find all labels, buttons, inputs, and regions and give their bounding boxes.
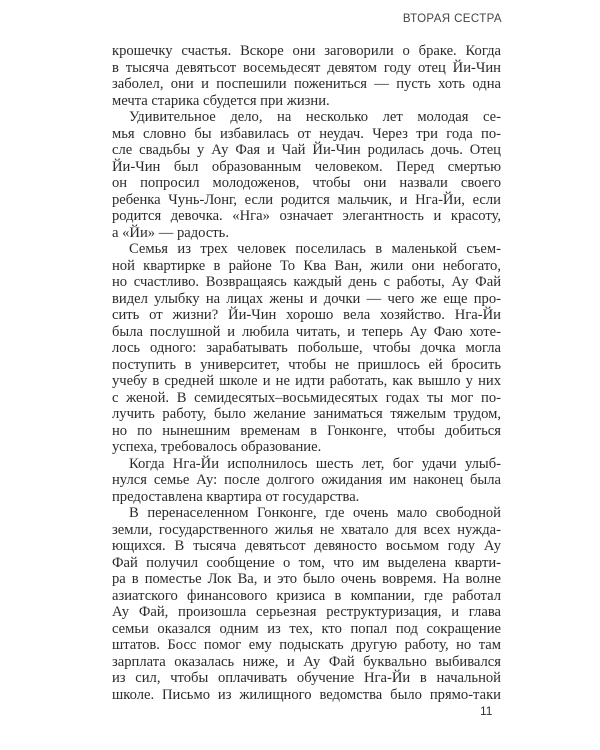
text-line: а «Йи» — радость. [112,224,229,241]
text-line: сить от жизни? Йи-Чин хорошо вела хозяйство. Нга-Йи [112,307,501,323]
text-line: Ау Фай, произошла серьезная реструктуризация, и глава [112,604,501,620]
text-line: сле свадьбы у Ау Фая и Чай Йи-Чин родилась дочь. Отец [112,142,501,158]
text-line: Фай получил сообщение о том, что им выделена кварти- [112,554,501,571]
text-line: была послушной и любила читать, и теперь Ау Фаю хоте- [112,323,501,340]
text-line: зарплата оказалась ниже, и Ау Фай буквально выбивался [112,653,501,670]
paragraph [112,456,501,506]
text-line: видел улыбку на лицах жены и дочки — чего же еще про- [112,290,501,307]
text-line: поступить в университет, чтобы не пришлось ей бросить [112,356,501,373]
body-text [112,43,501,703]
text-line: штатов. Босс помог ему подыскать другую работу, но там [112,637,501,653]
text-line: из сил, чтобы оплачивать обучение Нга-Йи в начальной [112,670,501,686]
text-line: предоставлена квартира от государства. [112,488,360,505]
text-line: нулся семье Ау: после долгого ожидания им наконец была [112,472,501,488]
text-line: азиатского финансового кризиса в компании, где работал [112,587,501,604]
text-line: крошечку счастья. Вскоре они заговорили о браке. Когда [112,43,501,59]
text-line: семьи оказался одним из тех, кто попал под сокращение [112,620,501,637]
paragraph [112,43,501,109]
text-line: Семья из трех человек поселилась в маленькой съем- [129,241,501,257]
text-line: но по нынешним временам в Гонконге, чтобы добиться [112,422,501,439]
text-line: с женой. В семидесятых–восьмидесятых годах ты мог по- [112,389,501,406]
text-line: земли, государственного жилья не хватало для всех нужда- [112,521,501,538]
text-line: В перенаселенном Гонконге, где очень мало свободной [129,505,501,521]
paragraph [112,109,501,241]
text-line: Йи-Чин был образованным человеком. Перед смертью [112,158,501,175]
text-line: лось одного: зарабатывать побольше, чтобы дочка могла [112,340,501,356]
text-line: мья словно бы избавилась от неудач. Через три года по- [112,125,501,142]
text-line: он попросил молодоженов, чтобы они назвали своего [112,175,501,191]
paragraph [112,241,501,456]
text-line: ющихся. В тысяча девятьсот девяносто восьмом году Ау [112,538,501,554]
text-line: школе. Письмо из жилищного ведомства было прямо-таки [112,686,501,703]
text-line: учебу в средней школе и не идти работать, как вышло у них [112,373,501,389]
text-line: Когда Нга-Йи исполнилось шесть лет, бог удачи улыб- [129,455,501,472]
text-line: успеха, требовалось образование. [112,439,322,455]
text-line: лучить работу, было желание заниматься тяжелым трудом, [112,406,501,422]
text-line: родится девочка. «Нга» означает элегантность и красоту, [112,208,501,224]
text-line: мечта старика сбудется при жизни. [112,92,330,109]
text-line: ра в поместье Лок Ва, и это было очень вовремя. На волне [112,571,501,587]
text-line: заболел, они и поспешили пожениться — пусть хоть одна [112,76,501,92]
text-line: Удивительное дело, на несколько лет молодая се- [129,109,501,125]
text-line: но счастливо. Возвращаясь каждый день с работы, Ау Фай [112,274,501,290]
text-line: в тысяча девятьсот восемьдесят девятом году отец Йи-Чин [112,59,501,76]
text-line: ребенка Чунь-Лонг, если родится мальчик, и Нга-Йи, если [112,191,501,208]
paragraph [112,505,501,703]
text-line: ной квартирке в районе То Ква Ван, жили они небогато, [112,257,501,274]
page-number: 11 [480,704,493,718]
running-header: ВТОРАЯ СЕСТРА [402,13,502,25]
